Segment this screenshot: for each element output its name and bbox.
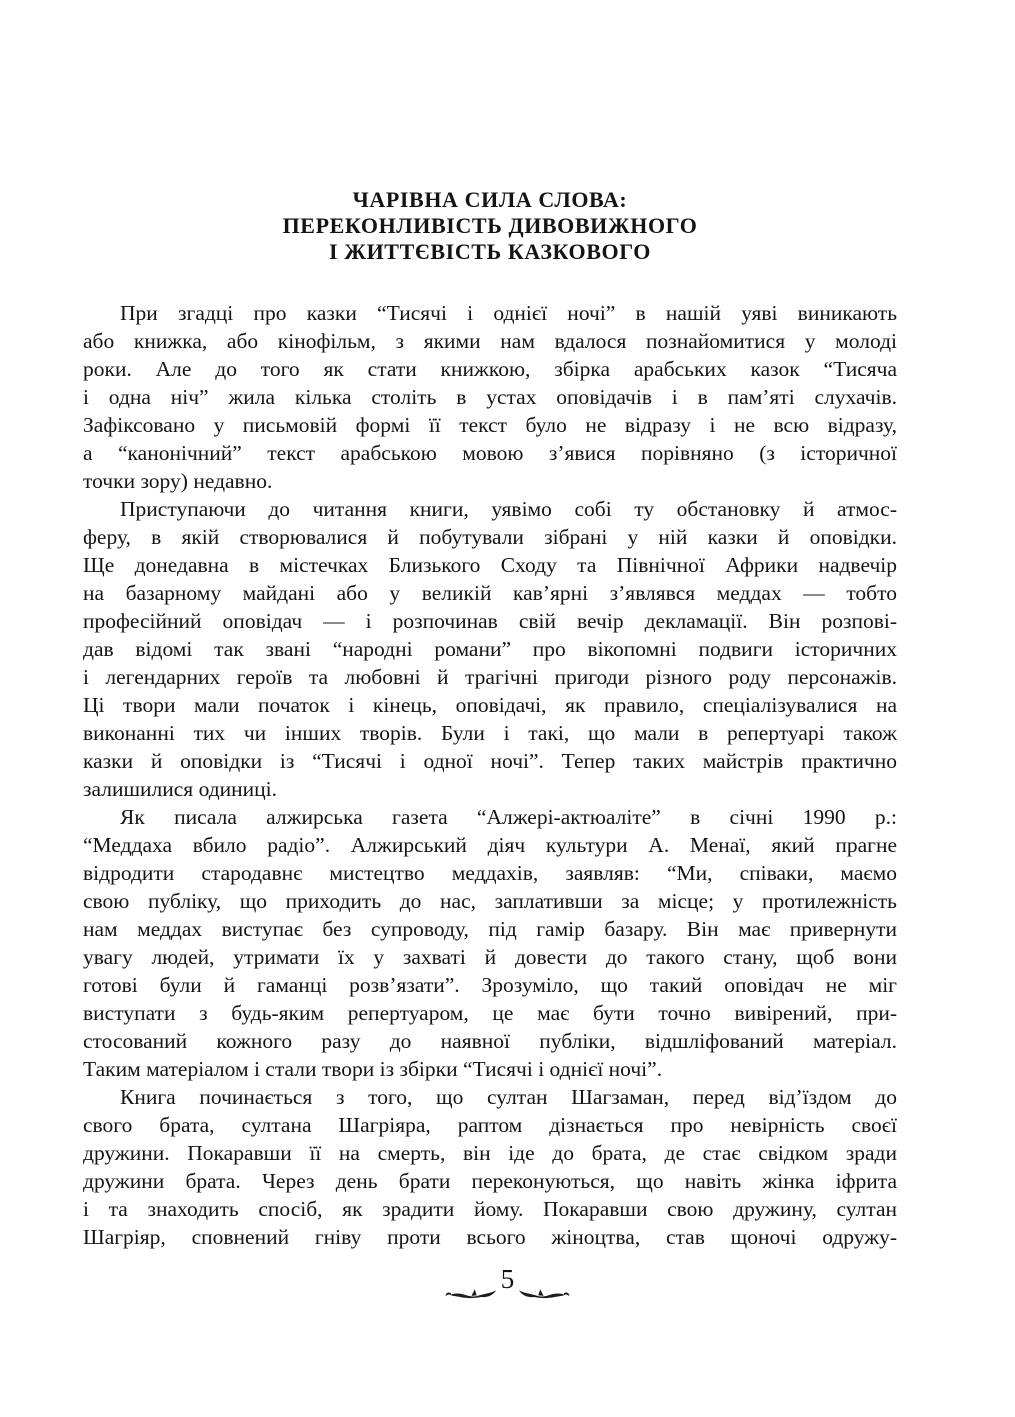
chapter-title (83, 187, 897, 265)
chapter-title-line-1: ЧАРІВНА СИЛА СЛОВА: (352, 187, 628, 212)
text-line: стосований кожного разу до наявної публіки, відшліфований матеріал. (83, 1029, 897, 1053)
text-line: залишилися одиниці. (83, 777, 278, 801)
text-line: або книжка, або кінофільм, з якими нам вдалося познайомитися у молоді (83, 329, 897, 353)
text-line: точки зору) недавно. (83, 469, 273, 493)
text-line: Приступаючи до читання книги, уявімо собі ту обстановку й атмос- (120, 497, 897, 521)
chapter-title-line-2: ПЕРЕКОНЛИВІСТЬ ДИВОВИЖНОГО (282, 213, 698, 238)
text-line: професійний оповідач — і розпочинав свій вечір декламації. Він розпові- (83, 609, 897, 633)
text-line: увагу людей, утримати їх у захваті й довести до такого стану, щоб вони (83, 945, 897, 969)
text-line: Ці твори мали початок і кінець, оповідачі, як правило, спеціалізувалися на (83, 693, 897, 717)
text-line: роки. Але до того як стати книжкою, збірка арабських казок “Тисяча (83, 357, 897, 381)
text-line: Ще донедавна в містечках Близького Сходу та Північної Африки надвечір (83, 553, 897, 577)
text-line: “Меддаха вбило радіо”. Алжирський діяч культури А. Менаї, який прагне (83, 833, 897, 857)
text-line: дружини брата. Через день брати переконуються, що навіть жінка іфрита (83, 1169, 897, 1193)
text-line: виступати з будь-яким репертуаром, це має бути точно вивірений, при- (83, 1001, 897, 1025)
text-line: Таким матеріалом і стали твори із збірки “Тисячі і однієї ночі”. (83, 1057, 663, 1081)
page-number: 5 (500, 1264, 515, 1294)
swash-flourish-right-icon (518, 1286, 570, 1301)
text-line: дружини. Покаравши її на смерть, він іде до брата, де стає свідком зради (83, 1141, 897, 1165)
text-line: Книга починається з того, що султан Шагзаман, перед від’їздом до (120, 1085, 897, 1109)
text-line: Як писала алжирська газета “Алжері-актюаліте” в січні 1990 р.: (120, 805, 897, 829)
text-line: і легендарних героїв та любовні й трагічні пригоди різного роду персонажів. (83, 665, 897, 689)
text-line: і одна ніч” жила кілька століть в устах оповідачів і в пам’яті слухачів. (83, 385, 897, 409)
text-line: Шагріяр, сповнений гніву проти всього жіноцтва, став щоночі одружу- (83, 1225, 897, 1249)
body-text (83, 299, 897, 1251)
text-line: казки й оповідки із “Тисячі і одної ночі”. Тепер таких майстрів практично (83, 749, 897, 773)
text-line: відродити стародавнє мистецтво меддахів, заявляв: “Ми, співаки, маємо (83, 861, 897, 885)
page-footer (0, 1266, 1015, 1301)
text-line: і та знаходить спосіб, як зрадити йому. Покаравши свою дружину, султан (83, 1197, 897, 1221)
text-line: виконанні тих чи інших творів. Були і такі, що мали в репертуарі також (83, 721, 897, 745)
text-line: свого брата, султана Шагріяра, раптом дізнається про невірність своєї (83, 1113, 897, 1137)
swash-flourish-left-icon (445, 1286, 497, 1301)
text-line: дав відомі так звані “народні романи” про вікопомні подвиги історичних (83, 637, 897, 661)
text-line: а “канонічний” текст арабською мовою з’явися порівняно (з історичної (83, 441, 897, 465)
chapter-title-line-3: І ЖИТТЄВІСТЬ КАЗКОВОГО (328, 239, 651, 264)
text-line: феру, в якій створювалися й побутували зібрані у ній казки й оповідки. (83, 525, 897, 549)
text-line: на базарному майдані або у великій кав’ярні з’являвся меддах — тобто (83, 581, 897, 605)
text-line: готові були й гаманці розв’язати”. Зрозуміло, що такий оповідач не міг (83, 973, 897, 997)
text-line: При згадці про казки “Тисячі і однієї ночі” в нашій уяві виникають (120, 301, 897, 325)
text-line: Зафіксовано у письмовій формі її текст було не відразу і не всю відразу, (83, 413, 897, 437)
text-line: нам меддах виступає без супроводу, під гамір базару. Він має привернути (83, 917, 897, 941)
text-line: свою публіку, що приходить до нас, заплативши за місце; у протилежність (83, 889, 897, 913)
